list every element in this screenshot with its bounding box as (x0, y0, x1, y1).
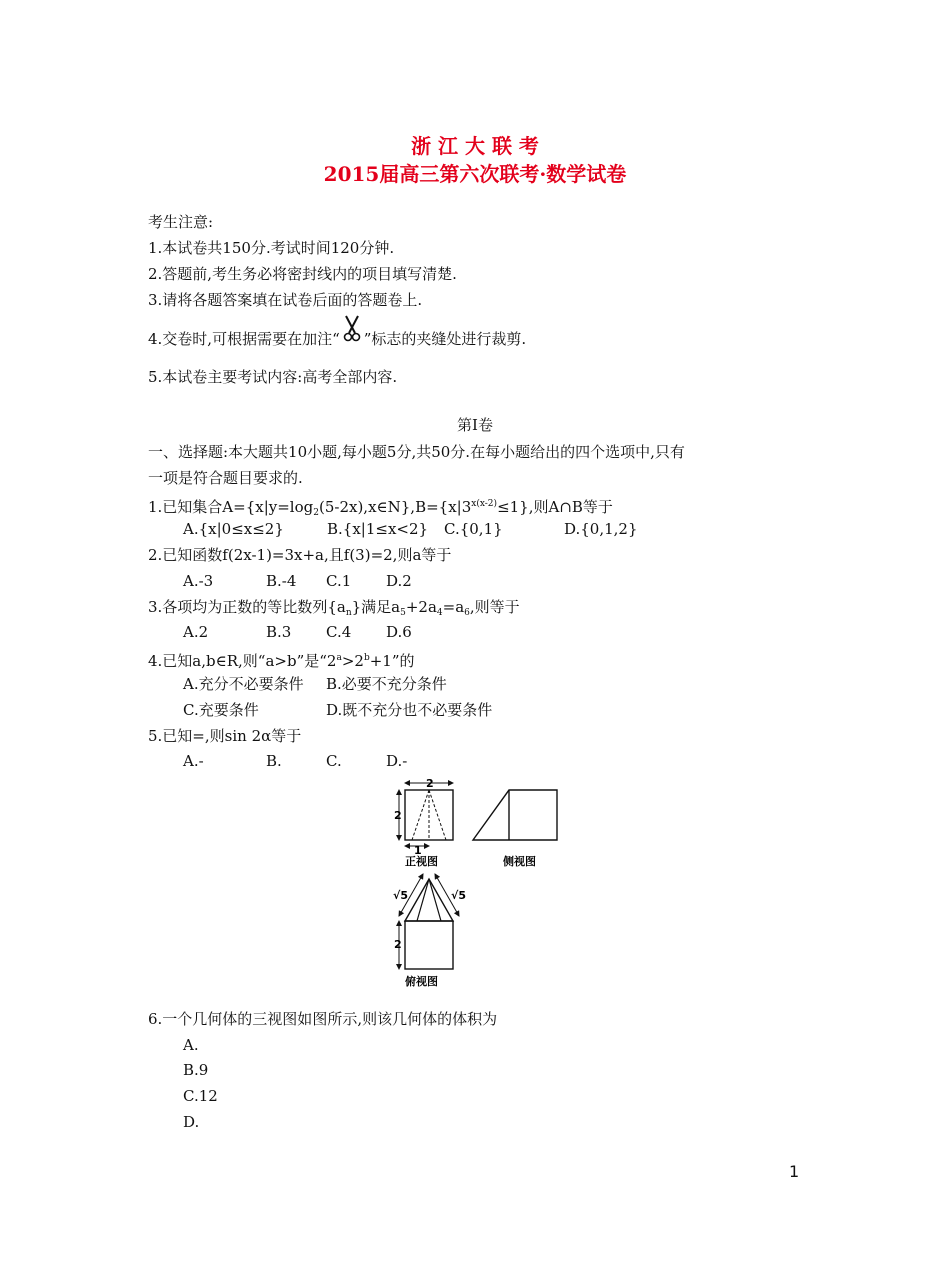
q3-stem-part: =a (442, 598, 465, 616)
q4-stem-part: >2 (341, 652, 364, 670)
dim-width-label: 2 (426, 777, 434, 790)
section-intro-line2: 一项是符合题目要求的. (148, 469, 303, 487)
section-title: 第Ⅰ卷 (457, 416, 493, 434)
q1-option-c: C.{0,1} (444, 520, 503, 538)
three-view-figure (385, 775, 570, 990)
q5-option-c: C. (326, 752, 342, 770)
page-number: 1 (789, 1162, 800, 1181)
q4-stem-part: +1”的 (369, 652, 415, 670)
q5-option-a: A.- (183, 752, 204, 770)
q4-option-c: C.充要条件 (183, 701, 259, 719)
q6-option-d: D. (183, 1113, 200, 1131)
dim-height-label: 2 (394, 809, 402, 822)
notice-item-1: 1.本试卷共150分.考试时间120分钟. (148, 239, 395, 257)
question-6-stem: 6.一个几何体的三视图如图所示,则该几何体的体积为 (148, 1010, 498, 1028)
front-view (394, 777, 453, 868)
dim-top-height-label: 2 (394, 938, 402, 951)
dim-sqrt5-right-label: √5 (451, 889, 466, 902)
q1-option-a: A.{x|0≤x≤2} (183, 520, 284, 538)
q6-option-c: C.12 (183, 1087, 218, 1105)
front-view-label: 正视图 (405, 855, 438, 868)
q1-stem-part: 1.已知集合A={x|y=log (148, 498, 314, 516)
dim-sqrt5-left-label: √5 (393, 889, 408, 902)
notice-item-4 (148, 320, 526, 349)
question-5-stem: 5.已知=,则sin 2α等于 (148, 727, 302, 745)
q1-subscript: 2 (313, 508, 319, 518)
q2-option-a: A.-3 (183, 572, 214, 590)
q4-option-b: B.必要不充分条件 (326, 675, 447, 693)
q3-subscript: 4 (436, 608, 443, 618)
q5-option-b: B. (266, 752, 282, 770)
q1-stem-part: ≤1},则A∩B等于 (497, 498, 613, 516)
q2-option-c: C.1 (326, 572, 352, 590)
side-view (473, 790, 557, 868)
top-view (393, 874, 466, 988)
q3-stem-part: +2a (405, 598, 437, 616)
notice-item-2: 2.答题前,考生务必将密封线内的项目填写清楚. (148, 265, 457, 283)
notice-item-5: 5.本试卷主要考试内容:高考全部内容. (148, 368, 398, 386)
section-intro-line1: 一、选择题:本大题共10小题,每小题5分,共50分.在每小题给出的四个选项中,只有 (148, 443, 685, 461)
q1-option-b: B.{x|1≤x<2} (327, 520, 429, 538)
notice-item-3: 3.请将各题答案填在试卷后面的答题卷上. (148, 291, 423, 309)
q4-superscript: a (336, 653, 342, 663)
q3-subscript: n (345, 608, 352, 618)
q3-option-c: C.4 (326, 623, 352, 641)
q6-option-b: B.9 (183, 1061, 209, 1079)
top-view-label: 俯视图 (405, 975, 438, 988)
q3-subscript: 5 (400, 608, 406, 618)
q6-option-a: A. (183, 1036, 199, 1054)
q1-stem-part: (5-2x),x∈N},B={x|3 (318, 498, 472, 516)
exam-header-line1: 浙 江 大 联 考 (411, 134, 539, 158)
q3-stem-part: 3.各项均为正数的等比数列{a (148, 598, 346, 616)
q2-option-d: D.2 (386, 572, 412, 590)
q4-option-a: A.充分不必要条件 (183, 675, 304, 693)
q3-option-b: B.3 (266, 623, 292, 641)
q3-stem-part: ,则等于 (469, 598, 520, 616)
q4-option-d: D.既不充分也不必要条件 (326, 701, 493, 719)
dim-half-label: 1 (414, 844, 422, 857)
scissors-icon (340, 314, 364, 340)
question-4-stem (148, 648, 415, 671)
question-3-stem (148, 597, 520, 623)
side-view-label: 侧视图 (503, 855, 536, 868)
notice-heading: 考生注意: (148, 213, 214, 231)
q3-option-a: A.2 (183, 623, 209, 641)
exam-title: 2015届高三第六次联考·数学试卷 (323, 162, 627, 186)
q4-stem-part: 4.已知a,b∈R,则“a>b”是“2 (148, 652, 337, 670)
q5-option-d: D.- (386, 752, 408, 770)
q3-subscript: 6 (464, 608, 470, 618)
q2-option-b: B.-4 (266, 572, 297, 590)
question-2-stem: 2.已知函数f(2x-1)=3x+a,且f(3)=2,则a等于 (148, 546, 452, 564)
q3-option-d: D.6 (386, 623, 412, 641)
q3-stem-part: }满足a (351, 598, 401, 616)
notice-item-4-text: 4.交卷时,可根据需要在加注“ (148, 330, 340, 348)
q1-option-d: D.{0,1,2} (564, 520, 638, 538)
q1-superscript: x(x-2) (471, 499, 498, 509)
notice-item-4-tail: ”标志的夹缝处进行裁剪. (363, 330, 527, 348)
q4-superscript: b (363, 653, 370, 663)
